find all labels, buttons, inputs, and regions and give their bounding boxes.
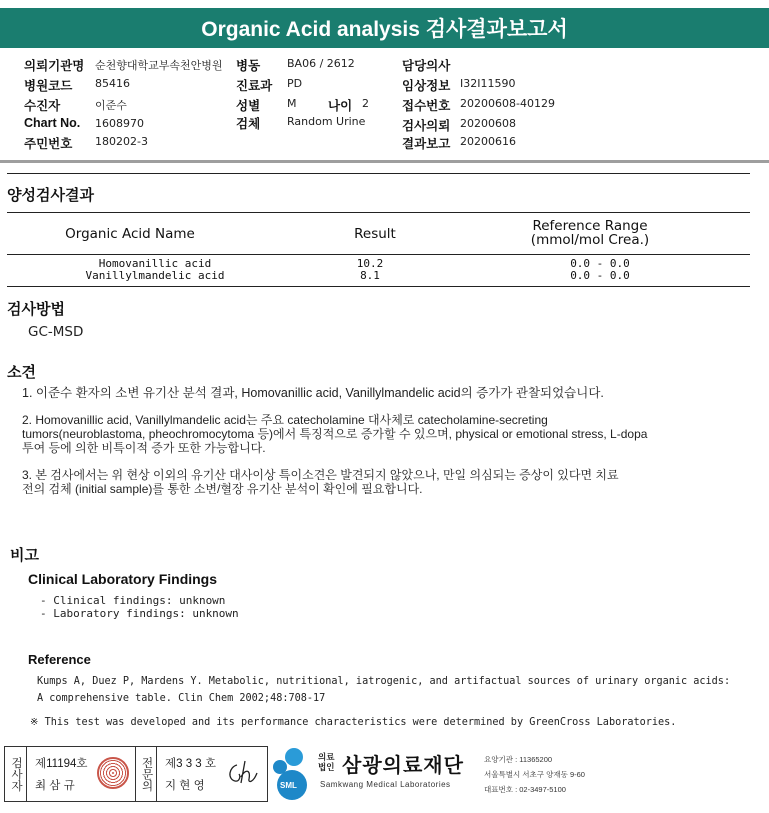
clinical-findings-heading: Clinical Laboratory Findings (28, 571, 218, 587)
org-prefix-top: 의료 (318, 752, 335, 762)
specimen-label: 검체 (236, 117, 261, 131)
rrn-label: 주민번호 (24, 137, 73, 151)
rrn-value: 180202-3 (95, 135, 148, 148)
hospital-code-value: 85416 (95, 77, 130, 90)
result-range: 0.0 - 0.0 (570, 269, 630, 282)
examiner-name: 최 삼 규 (35, 780, 75, 792)
col-header-range-line1: Reference Range (532, 218, 648, 234)
finding-item-2-line1: 2. Homovanillic acid, Vanillylmandelic acid는 주요 catecholamine 대사체로 catecholamine-secreting (22, 413, 548, 427)
org-name: 삼광의료재단 (342, 753, 464, 777)
chart-no-label: Chart No. (24, 116, 81, 130)
org-english-name: Samkwang Medical Laboratories (320, 780, 451, 789)
reception-value: 20200608-40129 (460, 97, 555, 110)
table-bottom-rule (7, 286, 750, 287)
ward-value: BA06 / 2612 (287, 57, 355, 70)
result-value: 10.2 (356, 257, 384, 270)
col-header-result: Result (354, 226, 396, 242)
specialist-license: 제3 3 3 호 (165, 758, 216, 770)
ward-label: 병동 (236, 59, 261, 73)
method-title: 검사방법 (7, 300, 65, 318)
signature-icon (225, 759, 261, 787)
finding-item-2-line2: tumors(neuroblastoma, pheochromocytoma 등)에서 특징적으로 증가할 수 있으며, physical or emotional stress, L-dopa (22, 427, 648, 441)
examiner-label-cell (5, 747, 27, 801)
col-header-range (510, 219, 670, 247)
org-contact-code: 요양기관 : 11365200 (484, 755, 553, 764)
patient-label: 수진자 (24, 99, 61, 113)
col-header-name: Organic Acid Name (65, 226, 195, 242)
department-label: 진료과 (236, 79, 273, 93)
reference-line-2: A comprehensive table. Clin Chem 2002;48:708-17 (37, 693, 326, 704)
age-value: 2 (362, 97, 369, 110)
specialist-label-cell (135, 747, 157, 801)
result-value: 8.1 (360, 269, 380, 282)
finding-item-2-line3: 투여 등에 의한 비특이적 증가 또한 가능합니다. (22, 441, 266, 455)
col-header-range-line2: (mmol/mol Crea.) (530, 232, 650, 248)
request-date-label: 검사의뢰 (402, 119, 451, 133)
org-contact-phone: 대표번호 : 02-3497-5100 (484, 785, 566, 794)
org-contact (484, 752, 585, 797)
chart-no-value: 1608970 (95, 117, 144, 130)
hospital-code-label: 병원코드 (24, 79, 73, 93)
request-date-value: 20200608 (460, 117, 516, 130)
finding-item-1: 1. 이준수 환자의 소변 유기산 분석 결과, Homovanillic acid, Vanillylmandelic acid의 증가가 관찰되었습니다. (22, 386, 604, 400)
laboratory-findings-line: - Laboratory findings: unknown (40, 607, 239, 620)
reference-heading: Reference (28, 652, 91, 667)
table-top-rule (7, 212, 750, 213)
org-prefix (318, 752, 334, 772)
sex-label: 성별 (236, 99, 261, 113)
age-label: 나이 (328, 99, 353, 113)
section-divider (7, 173, 750, 174)
department-value: PD (287, 77, 303, 90)
header-divider (0, 160, 769, 163)
institution-value: 순천향대학교부속천안병원 (95, 59, 223, 72)
findings-title: 소견 (7, 363, 36, 381)
patient-info-block (0, 52, 769, 158)
sml-logo-icon (271, 748, 323, 802)
sex-value: M (287, 97, 297, 110)
clinical-findings-line: - Clinical findings: unknown (40, 594, 226, 607)
report-title: Organic Acid analysis 검사결과보고서 (201, 18, 568, 41)
method-value: GC-MSD (28, 324, 84, 340)
finding-item-3-line1: 3. 본 검사에서는 위 현상 이외의 유기산 대사이상 특이소견은 발견되지 않았으나, 만일 의심되는 증상이 있다면 치료 (22, 468, 619, 482)
specimen-value: Random Urine (287, 115, 366, 128)
org-contact-address: 서울특별시 서초구 양재동 9-60 (484, 770, 585, 779)
reference-line-1: Kumps A, Duez P, Mardens Y. Metabolic, nutritional, iatrogenic, and artifactual sources of urinary organic acids: (37, 676, 731, 687)
specialist-name: 지 현 영 (165, 780, 205, 792)
finding-item-3-line2: 전의 검체 (initial sample)를 통한 소변/혈장 유기산 분석이 확인에 필요합니다. (22, 482, 423, 496)
report-date-value: 20200616 (460, 135, 516, 148)
result-name: Homovanillic acid (98, 257, 212, 270)
reception-label: 접수번호 (402, 99, 451, 113)
examiner-license: 제11194호 (35, 758, 88, 770)
org-prefix-bottom: 법인 (318, 762, 335, 772)
institution-label: 의뢰기관명 (24, 59, 85, 73)
positive-results-title: 양성검사결과 (7, 186, 94, 204)
table-header-rule (7, 254, 750, 255)
remarks-title: 비고 (10, 546, 39, 564)
result-name: Vanillylmandelic acid (85, 269, 225, 282)
report-date-label: 결과보고 (402, 137, 451, 151)
doctor-label: 담당의사 (402, 59, 451, 73)
patient-value: 이준수 (95, 99, 127, 112)
report-title-bar (0, 8, 769, 48)
specialist-label: 전문의 (140, 756, 153, 792)
signature-box (4, 746, 268, 802)
clinical-info-label: 임상정보 (402, 79, 451, 93)
examiner-label: 검사자 (10, 756, 22, 792)
logo-text: SML (280, 781, 297, 790)
clinical-info-value: I32I11590 (460, 77, 516, 90)
disclaimer: ※ This test was developed and its performance characteristics were determined by GreenCross Laboratories. (30, 717, 677, 728)
result-range: 0.0 - 0.0 (570, 257, 630, 270)
examiner-seal-icon (97, 757, 129, 789)
